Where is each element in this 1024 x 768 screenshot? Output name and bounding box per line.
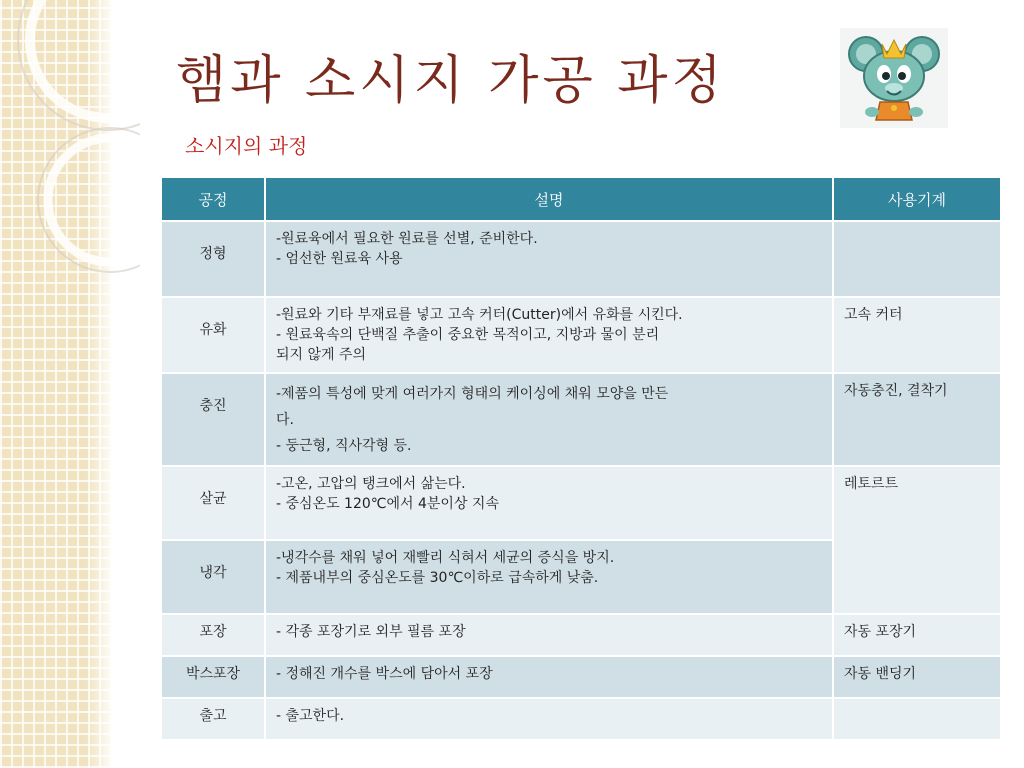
description-cell [265, 698, 833, 740]
description-line: - 둥근형, 직사각형 등. [276, 438, 412, 454]
step-cell: 살균 [161, 466, 265, 540]
description-cell [265, 466, 833, 540]
machine-cell: 자동 포장기 [833, 614, 1001, 656]
description-line: -냉각수를 채워 넣어 재빨리 식혀서 세균의 증식을 방지. [276, 550, 615, 566]
table-row [161, 466, 1001, 540]
description-cell [265, 297, 833, 373]
step-cell: 박스포장 [161, 656, 265, 698]
machine-cell: 레토르트 [833, 466, 1001, 614]
decorative-circles [0, 0, 140, 768]
table-row [161, 614, 1001, 656]
description-line: - 출고한다. [276, 708, 345, 724]
description-cell [265, 614, 833, 656]
table-row [161, 698, 1001, 740]
step-cell: 충진 [161, 373, 265, 466]
table-header-row [161, 177, 1001, 221]
step-cell: 정형 [161, 221, 265, 297]
description-line: 되지 않게 주의 [276, 347, 367, 363]
description-cell [265, 373, 833, 466]
description-line: - 원료육속의 단백질 추출이 중요한 목적이고, 지방과 물이 분리 [276, 327, 660, 343]
machine-cell [833, 221, 1001, 297]
description-line: - 엄선한 원료육 사용 [276, 251, 403, 267]
header-step: 공정 [161, 177, 265, 221]
description-cell [265, 656, 833, 698]
description-cell [265, 540, 833, 614]
header-machine: 사용기계 [833, 177, 1001, 221]
machine-cell [833, 698, 1001, 740]
description-line: -제품의 특성에 맞게 여러가지 형태의 케이싱에 채워 모양을 만든 [276, 386, 669, 402]
description-line: 다. [276, 412, 294, 428]
mouse-mascot-icon [840, 28, 948, 128]
description-line: - 중심온도 120℃에서 4분이상 지속 [276, 496, 499, 512]
step-cell: 냉각 [161, 540, 265, 614]
step-cell: 포장 [161, 614, 265, 656]
description-line: - 각종 포장기로 외부 필름 포장 [276, 624, 466, 640]
description-line: - 정해진 개수를 박스에 담아서 포장 [276, 666, 493, 682]
table-row [161, 221, 1001, 297]
description-cell [265, 221, 833, 297]
description-line: -고온, 고압의 탱크에서 삶는다. [276, 476, 466, 492]
header-description: 설명 [265, 177, 833, 221]
table-row [161, 297, 1001, 373]
table-row [161, 373, 1001, 466]
description-line: - 제품내부의 중심온도를 30℃이하로 급속하게 낮춤. [276, 570, 599, 586]
machine-cell: 자동충진, 결착기 [833, 373, 1001, 466]
step-cell: 출고 [161, 698, 265, 740]
description-line: -원료와 기타 부재료를 넣고 고속 커터(Cutter)에서 유화를 시킨다. [276, 307, 683, 323]
page-title: 햄과 소시지 가공 과정 [176, 51, 726, 111]
table-row [161, 656, 1001, 698]
process-table [160, 176, 1002, 741]
page-subtitle: 소시지의 과정 [185, 134, 308, 158]
machine-cell: 자동 밴딩기 [833, 656, 1001, 698]
step-cell: 유화 [161, 297, 265, 373]
machine-cell: 고속 커터 [833, 297, 1001, 373]
description-line: -원료육에서 필요한 원료를 선별, 준비한다. [276, 231, 538, 247]
